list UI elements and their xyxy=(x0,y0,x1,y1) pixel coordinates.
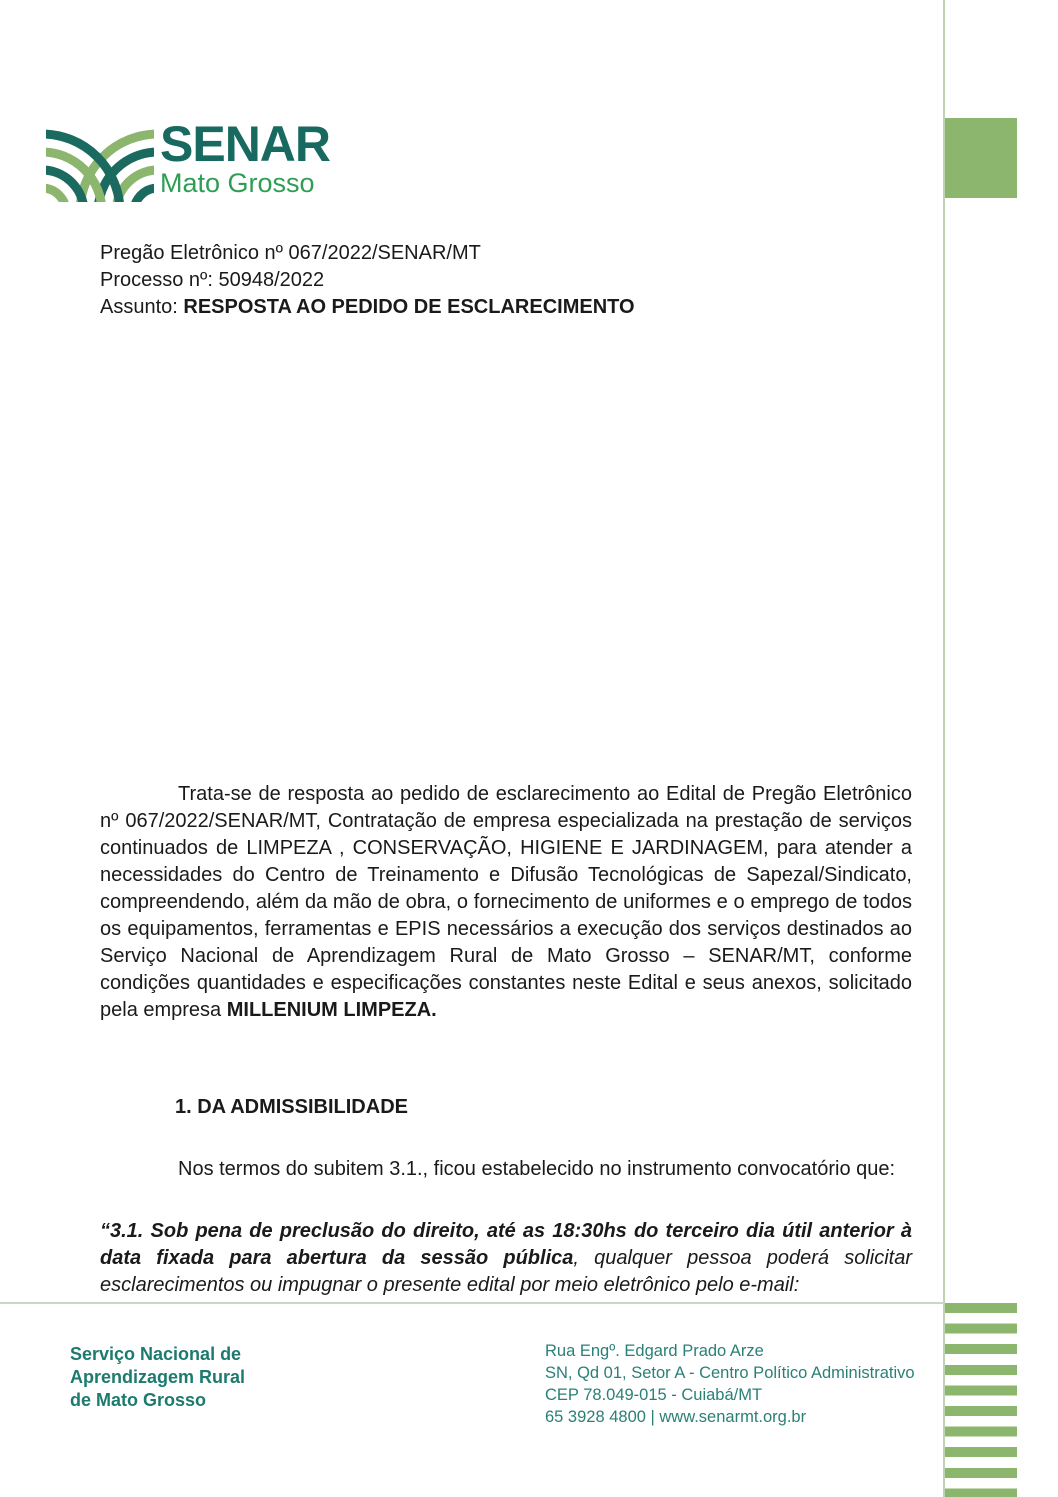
section-1-title: 1. DA ADMISSIBILIDADE xyxy=(175,1096,408,1118)
quote-clause-3-1 xyxy=(100,1218,912,1299)
page-edge-vertical-line xyxy=(943,0,945,1497)
footer-divider-line xyxy=(0,1302,944,1304)
green-accent-stripes xyxy=(945,1303,1017,1497)
footer-phone-website: 65 3928 4800 | www.senarmt.org.br xyxy=(545,1408,807,1426)
document-header xyxy=(100,240,912,321)
assunto-value: RESPOSTA AO PEDIDO DE ESCLARECIMENTO xyxy=(183,296,635,318)
quote-bold-part: “3.1. Sob pena de preclusão do direito, até as 18:30hs do terceiro dia útil anterior à data fixada para abertura da sessão pública xyxy=(100,1220,912,1269)
footer-address-street: Rua Engº. Edgard Prado Arze xyxy=(545,1342,764,1360)
footer-org-line: Serviço Nacional de xyxy=(70,1344,242,1364)
senar-fan-icon xyxy=(46,114,154,202)
footer-address-sector: SN, Qd 01, Setor A - Centro Político Administrativo xyxy=(545,1364,915,1382)
logo-wordmark-block xyxy=(160,114,330,198)
footer-address-cep: CEP 78.049-015 - Cuiabá/MT xyxy=(545,1386,763,1404)
footer-address-block xyxy=(545,1340,915,1428)
header-line-pregao: Pregão Eletrônico nº 067/2022/SENAR/MT xyxy=(100,242,481,264)
assunto-label: Assunto: xyxy=(100,296,184,318)
logo-wordmark: SENAR xyxy=(160,116,331,172)
body-paragraph-text: Trata-se de resposta ao pedido de esclarecimento ao Edital de Pregão Eletrônico nº 067/2022/SENAR/MT, Contratação de empresa especializada na prestação de serviços continuados de LIMPEZA , CONSERVAÇÃO, HIGIENE E JARDINAGEM, para atender a necessidades do Centro de Treinamento e Difusão Tecnológicas de Sapezal/Sindicato, compreendendo, além da mão de obra, o fornecimento de uniformes e o emprego de todos os equipamentos, ferramentas e EPIS necessários a execução dos serviços destinados ao Serviço Nacional de Aprendizagem Rural de Mato Grosso – SENAR/MT, conforme condições quantidades e especificações constantes neste Edital e seus anexos, solicitado pela empresa xyxy=(100,783,912,1021)
green-accent-square xyxy=(945,118,1017,198)
header-line-assunto xyxy=(100,294,912,321)
footer-org-line: de Mato Grosso xyxy=(70,1390,207,1410)
footer-organization-name xyxy=(70,1343,245,1412)
body-paragraph xyxy=(100,781,912,1024)
quote-regular-part: , qualquer pessoa poderá solicitar esclarecimentos ou impugnar o presente edital por meio eletrônico pelo e-mail: xyxy=(100,1247,912,1296)
logo-region-label: Mato Grosso xyxy=(160,168,315,198)
footer-org-line: Aprendizagem Rural xyxy=(70,1367,246,1387)
company-name: MILLENIUM LIMPEZA. xyxy=(226,999,437,1021)
header-line-processo: Processo nº: 50948/2022 xyxy=(100,269,325,291)
section-1-intro: Nos termos do subitem 3.1., ficou estabelecido no instrumento convocatório que: xyxy=(178,1158,896,1180)
senar-logo xyxy=(46,114,330,202)
